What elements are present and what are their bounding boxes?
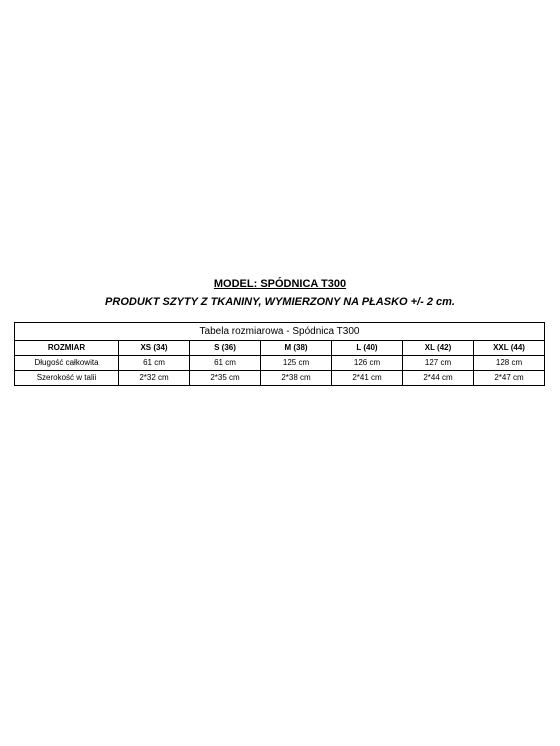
document-subtitle: PRODUKT SZYTY Z TKANINY, WYMIERZONY NA PŁASKO +/- 2 cm. [105, 296, 455, 308]
table-cell: 2*47 cm [474, 371, 545, 386]
table-cell: 2*32 cm [119, 371, 190, 386]
table-row [15, 356, 545, 371]
header-size-xl: XL (42) [403, 341, 474, 356]
table-cell: 2*41 cm [332, 371, 403, 386]
table-cell: 61 cm [119, 356, 190, 371]
header-size-xs: XS (34) [119, 341, 190, 356]
header-size-label: ROZMIAR [15, 341, 119, 356]
table-caption: Tabela rozmiarowa - Spódnica T300 [15, 323, 545, 341]
table-header-row [15, 341, 545, 356]
table-cell: 2*35 cm [190, 371, 261, 386]
table-row [15, 371, 545, 386]
table-cell: 2*44 cm [403, 371, 474, 386]
table-caption-row [15, 323, 545, 341]
row-label-waist: Szerokość w talii [15, 371, 119, 386]
document-title: MODEL: SPÓDNICA T300 [213, 278, 347, 290]
header-size-m: M (38) [261, 341, 332, 356]
header-size-s: S (36) [190, 341, 261, 356]
row-label-length: Długość całkowita [15, 356, 119, 371]
size-table [14, 322, 545, 386]
table-cell: 128 cm [474, 356, 545, 371]
table-cell: 61 cm [190, 356, 261, 371]
table-cell: 2*38 cm [261, 371, 332, 386]
header-size-xxl: XXL (44) [474, 341, 545, 356]
table-cell: 126 cm [332, 356, 403, 371]
table-cell: 125 cm [261, 356, 332, 371]
table-cell: 127 cm [403, 356, 474, 371]
header-size-l: L (40) [332, 341, 403, 356]
